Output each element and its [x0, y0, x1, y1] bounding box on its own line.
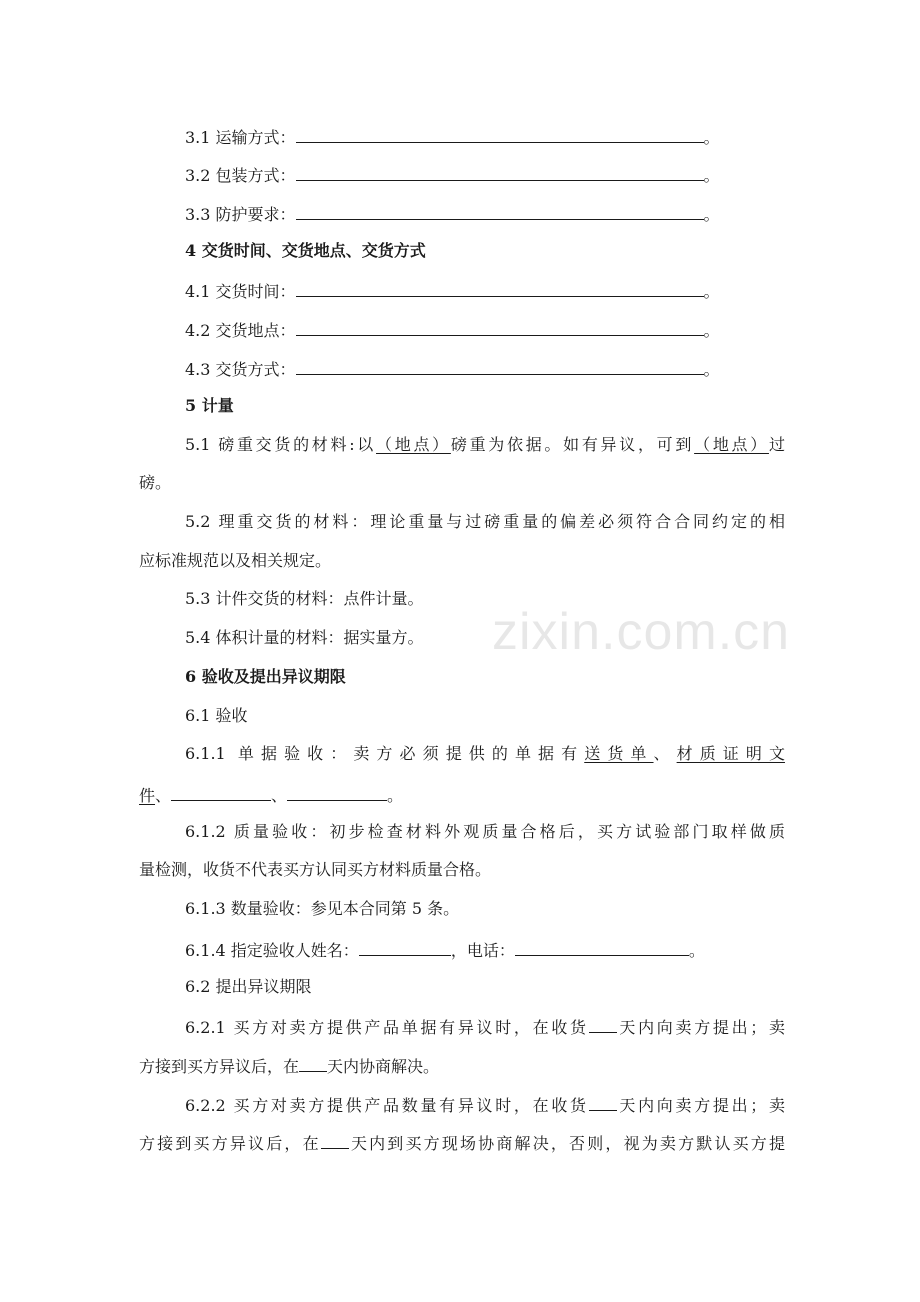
item-3-2: 3.2 包装方式： 。 [185, 163, 720, 186]
para-6-1-2-line1: 6.1.2 质量验收：初步检查材料外观质量合格后，买方试验部门取样做质 [185, 822, 785, 841]
location-blank: （地点） [376, 435, 451, 454]
blank-field [296, 357, 704, 375]
document-material-certificate: 材质证明文 [676, 744, 785, 763]
watermark: zixin.com.cn [492, 603, 791, 661]
item-3-2-label: 3.2 包装方式： [185, 166, 296, 185]
document-delivery-note: 送货单 [584, 744, 654, 763]
item-3-1: 3.1 运输方式： 。 [185, 125, 720, 148]
subsection-6-2: 6.2 提出异议期限 [185, 977, 312, 996]
subsection-6-1: 6.1 验收 [185, 706, 248, 725]
blank-field [287, 783, 387, 801]
phone-blank [515, 938, 689, 956]
item-4-2-label: 4.2 交货地点： [185, 321, 296, 340]
para-6-1-1-line1: 6.1.1 单据验收：卖方必须提供的单据有送货单、材质证明文 [185, 744, 785, 763]
days-blank [589, 1093, 617, 1111]
para-5-3: 5.3 计件交货的材料：点件计量。 [185, 589, 424, 608]
item-4-2: 4.2 交货地点： 。 [185, 318, 720, 341]
para-5-1-line1: 5.1 磅重交货的材料:以（地点）磅重为依据。如有异议，可到（地点）过 [185, 435, 785, 454]
inspector-name-blank [359, 938, 451, 956]
location-blank: （地点） [694, 435, 769, 454]
blank-field [296, 279, 704, 297]
item-3-3-label: 3.3 防护要求： [185, 205, 296, 224]
days-blank [299, 1054, 327, 1072]
section-5-heading: 5 计量 [185, 396, 234, 415]
para-6-1-1-line2: 件、 、 。 [139, 783, 403, 806]
para-6-1-2-line2: 量检测，收货不代表买方认同买方材料质量合格。 [139, 860, 492, 879]
item-3-3: 3.3 防护要求： 。 [185, 202, 720, 225]
blank-field [296, 163, 704, 181]
item-4-1-label: 4.1 交货时间： [185, 282, 296, 301]
item-3-1-label: 3.1 运输方式： [185, 128, 296, 147]
blank-field [296, 318, 704, 336]
days-blank [589, 1015, 617, 1033]
para-6-2-1-line2: 方接到买方异议后，在 天内协商解决。 [139, 1054, 439, 1077]
para-6-1-3: 6.1.3 数量验收：参见本合同第 5 条。 [185, 899, 460, 918]
item-4-1: 4.1 交货时间： 。 [185, 279, 720, 302]
para-5-2-line2: 应标准规范以及相关规定。 [139, 551, 332, 570]
para-5-2-line1: 5.2 理重交货的材料：理论重量与过磅重量的偏差必须符合合同约定的相 [185, 512, 785, 531]
item-4-3-label: 4.3 交货方式： [185, 360, 296, 379]
para-6-1-4: 6.1.4 指定验收人姓名： ，电话： 。 [185, 938, 705, 961]
days-blank [321, 1131, 349, 1149]
para-5-1-line2: 磅。 [139, 473, 172, 492]
item-4-3: 4.3 交货方式： 。 [185, 357, 720, 380]
para-6-2-2-line2: 方接到买方异议后，在 天内到买方现场协商解决，否则，视为卖方默认买方提 [139, 1131, 785, 1154]
para-6-2-2-line1: 6.2.2 买方对卖方提供产品数量有异议时，在收货 天内向卖方提出；卖 [185, 1093, 785, 1116]
blank-field [296, 202, 704, 220]
section-6-heading: 6 验收及提出异议期限 [185, 667, 346, 686]
para-6-2-1-line1: 6.2.1 买方对卖方提供产品单据有异议时，在收货 天内向卖方提出；卖 [185, 1015, 785, 1038]
blank-field [296, 125, 704, 143]
section-4-heading: 4 交货时间、交货地点、交货方式 [185, 241, 426, 260]
blank-field [171, 783, 271, 801]
para-5-4: 5.4 体积计量的材料：据实量方。 [185, 628, 424, 647]
